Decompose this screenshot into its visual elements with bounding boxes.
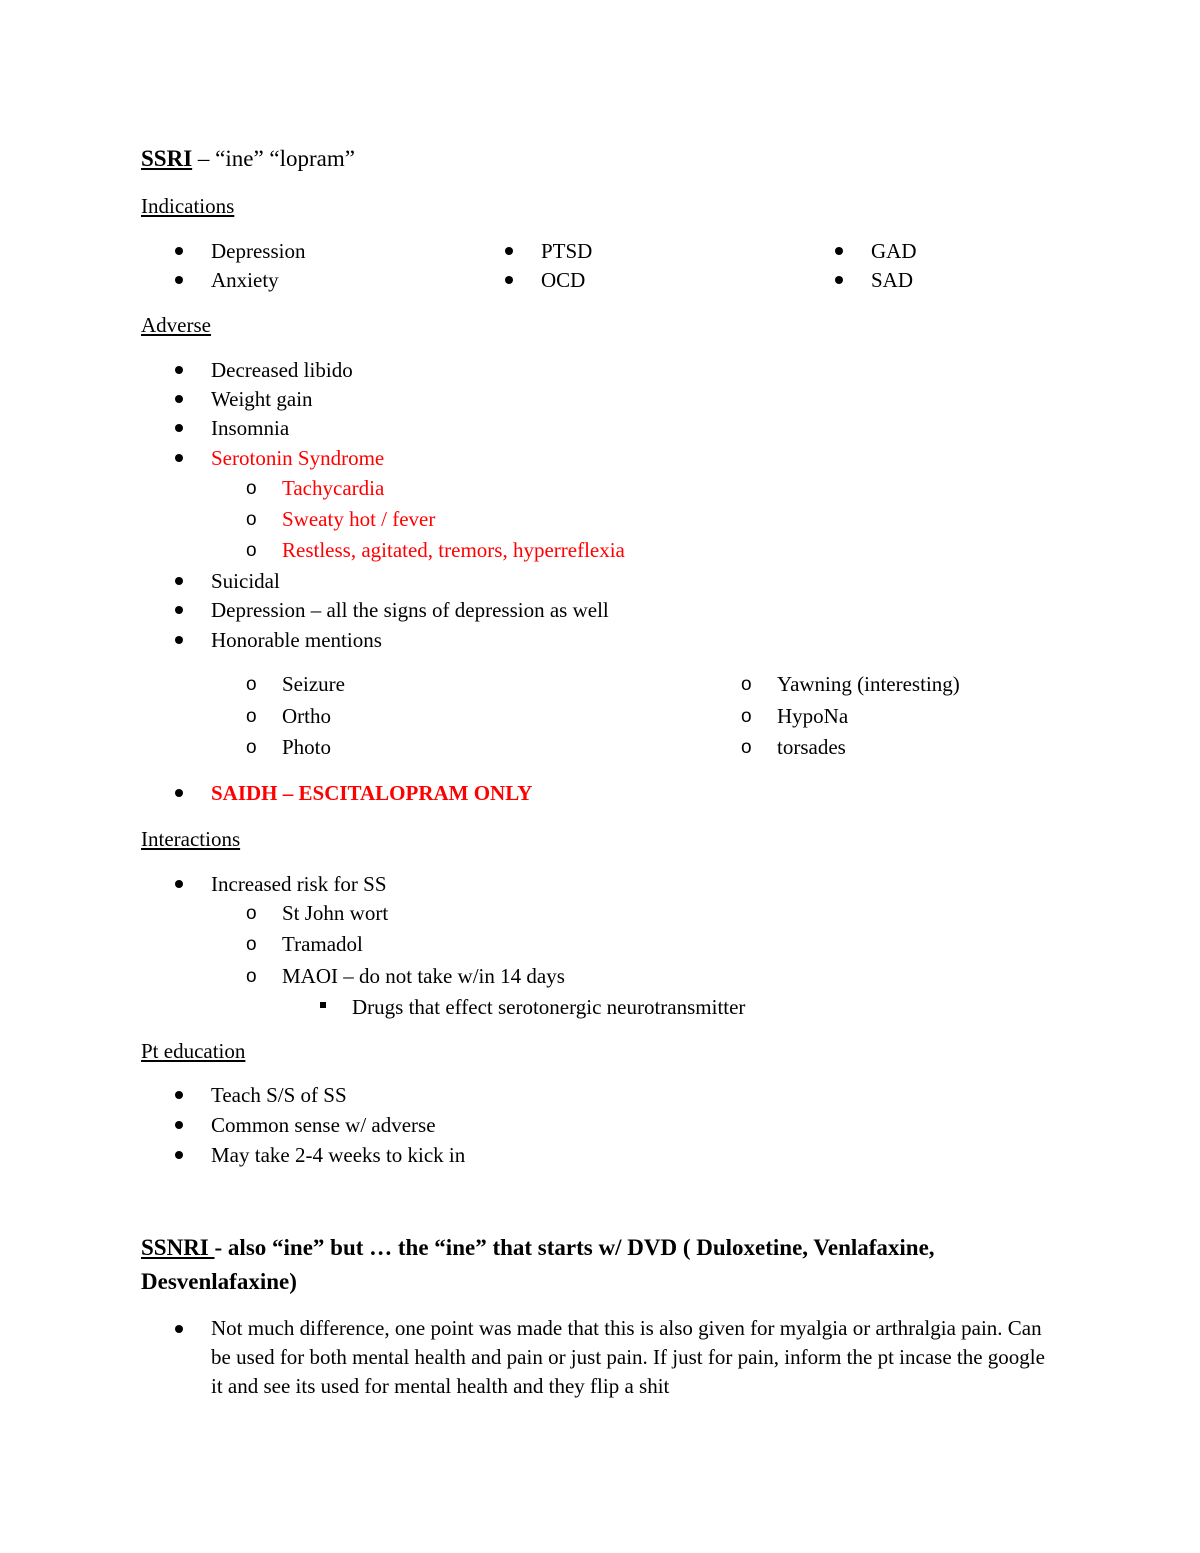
ssnri-bullet-text: Not much difference, one point was made that this is also given for myalgia or arthralgia pain. Can be used for both mental health and pain or just pain. If just for pain, inform the pt incase the google it and see its used for mental health and they flip a shit bbox=[211, 1316, 1045, 1398]
saidh-item: SAIDH – ESCITALOPRAM ONLY bbox=[211, 781, 533, 805]
bullet-icon bbox=[505, 276, 513, 284]
ssri-title-rest: – “ine” “lopram” bbox=[192, 146, 355, 171]
circle-bullet-icon: o bbox=[246, 540, 257, 561]
circle-bullet-icon: o bbox=[246, 934, 257, 955]
bullet-icon bbox=[175, 880, 183, 888]
bullet-icon bbox=[835, 276, 843, 284]
adverse-item: Depression – all the signs of depression as well bbox=[211, 598, 609, 622]
bullet-icon bbox=[175, 636, 183, 644]
interaction-sub-sub-item: Drugs that effect serotonergic neurotransmitter bbox=[352, 995, 746, 1019]
education-label: Pt education bbox=[141, 1039, 246, 1063]
indication-item: OCD bbox=[541, 268, 586, 292]
serotonin-symptom: Sweaty hot / fever bbox=[282, 507, 436, 531]
education-item: Teach S/S of SS bbox=[211, 1083, 347, 1107]
circle-bullet-icon: o bbox=[246, 674, 257, 695]
circle-bullet-icon: o bbox=[741, 674, 752, 695]
ssnri-heading-line2: Desvenlafaxine) bbox=[141, 1269, 297, 1294]
interaction-item: Increased risk for SS bbox=[211, 872, 387, 896]
honorable-item: Photo bbox=[282, 735, 332, 759]
circle-bullet-icon: o bbox=[246, 509, 257, 530]
ssri-heading bbox=[141, 147, 355, 170]
bullet-icon bbox=[175, 424, 183, 432]
honorable-item: HypoNa bbox=[777, 704, 849, 728]
circle-bullet-icon: o bbox=[741, 737, 752, 758]
bullet-icon bbox=[505, 247, 513, 255]
indications-label: Indications bbox=[141, 194, 235, 218]
bullet-icon bbox=[175, 577, 183, 585]
indication-item: GAD bbox=[871, 239, 917, 263]
bullet-icon bbox=[175, 1325, 183, 1333]
square-bullet-icon bbox=[320, 1002, 326, 1008]
adverse-item: Suicidal bbox=[211, 569, 280, 593]
circle-bullet-icon: o bbox=[246, 903, 257, 924]
circle-bullet-icon: o bbox=[246, 737, 257, 758]
adverse-item: Insomnia bbox=[211, 416, 290, 440]
honorable-item: Ortho bbox=[282, 704, 331, 728]
indication-item: PTSD bbox=[541, 239, 593, 263]
indication-item: Anxiety bbox=[211, 268, 279, 292]
ssnri-heading-line1 bbox=[141, 1236, 935, 1259]
circle-bullet-icon: o bbox=[246, 706, 257, 727]
indication-item: SAD bbox=[871, 268, 914, 292]
bullet-icon bbox=[175, 276, 183, 284]
ssnri-title-rest: - also “ine” but … the “ine” that starts w/ DVD ( Duloxetine, Venlafaxine, bbox=[214, 1235, 935, 1260]
education-item: Common sense w/ adverse bbox=[211, 1113, 436, 1137]
honorable-item: torsades bbox=[777, 735, 846, 759]
indication-item: Depression bbox=[211, 239, 306, 263]
bullet-icon bbox=[835, 247, 843, 255]
education-item: May take 2-4 weeks to kick in bbox=[211, 1143, 466, 1167]
bullet-icon bbox=[175, 1151, 183, 1159]
adverse-item: Decreased libido bbox=[211, 358, 353, 382]
interaction-sub-item: MAOI – do not take w/in 14 days bbox=[282, 964, 565, 988]
adverse-label: Adverse bbox=[141, 313, 211, 337]
serotonin-symptom: Restless, agitated, tremors, hyperreflexia bbox=[282, 538, 625, 562]
ssnri-title: SSNRI bbox=[141, 1235, 215, 1260]
serotonin-syndrome-item: Serotonin Syndrome bbox=[211, 446, 385, 470]
bullet-icon bbox=[175, 789, 183, 797]
interactions-label: Interactions bbox=[141, 827, 241, 851]
circle-bullet-icon: o bbox=[246, 478, 257, 499]
bullet-icon bbox=[175, 1121, 183, 1129]
interaction-sub-item: St John wort bbox=[282, 901, 389, 925]
circle-bullet-icon: o bbox=[741, 706, 752, 727]
interaction-sub-item: Tramadol bbox=[282, 932, 363, 956]
bullet-icon bbox=[175, 1091, 183, 1099]
circle-bullet-icon: o bbox=[246, 966, 257, 987]
adverse-item: Honorable mentions bbox=[211, 628, 382, 652]
adverse-item: Weight gain bbox=[211, 387, 313, 411]
bullet-icon bbox=[175, 606, 183, 614]
serotonin-symptom: Tachycardia bbox=[282, 476, 385, 500]
bullet-icon bbox=[175, 454, 183, 462]
bullet-icon bbox=[175, 247, 183, 255]
honorable-item: Seizure bbox=[282, 672, 345, 696]
bullet-icon bbox=[175, 366, 183, 374]
bullet-icon bbox=[175, 395, 183, 403]
honorable-item: Yawning (interesting) bbox=[777, 672, 960, 696]
ssri-title: SSRI bbox=[141, 146, 193, 171]
